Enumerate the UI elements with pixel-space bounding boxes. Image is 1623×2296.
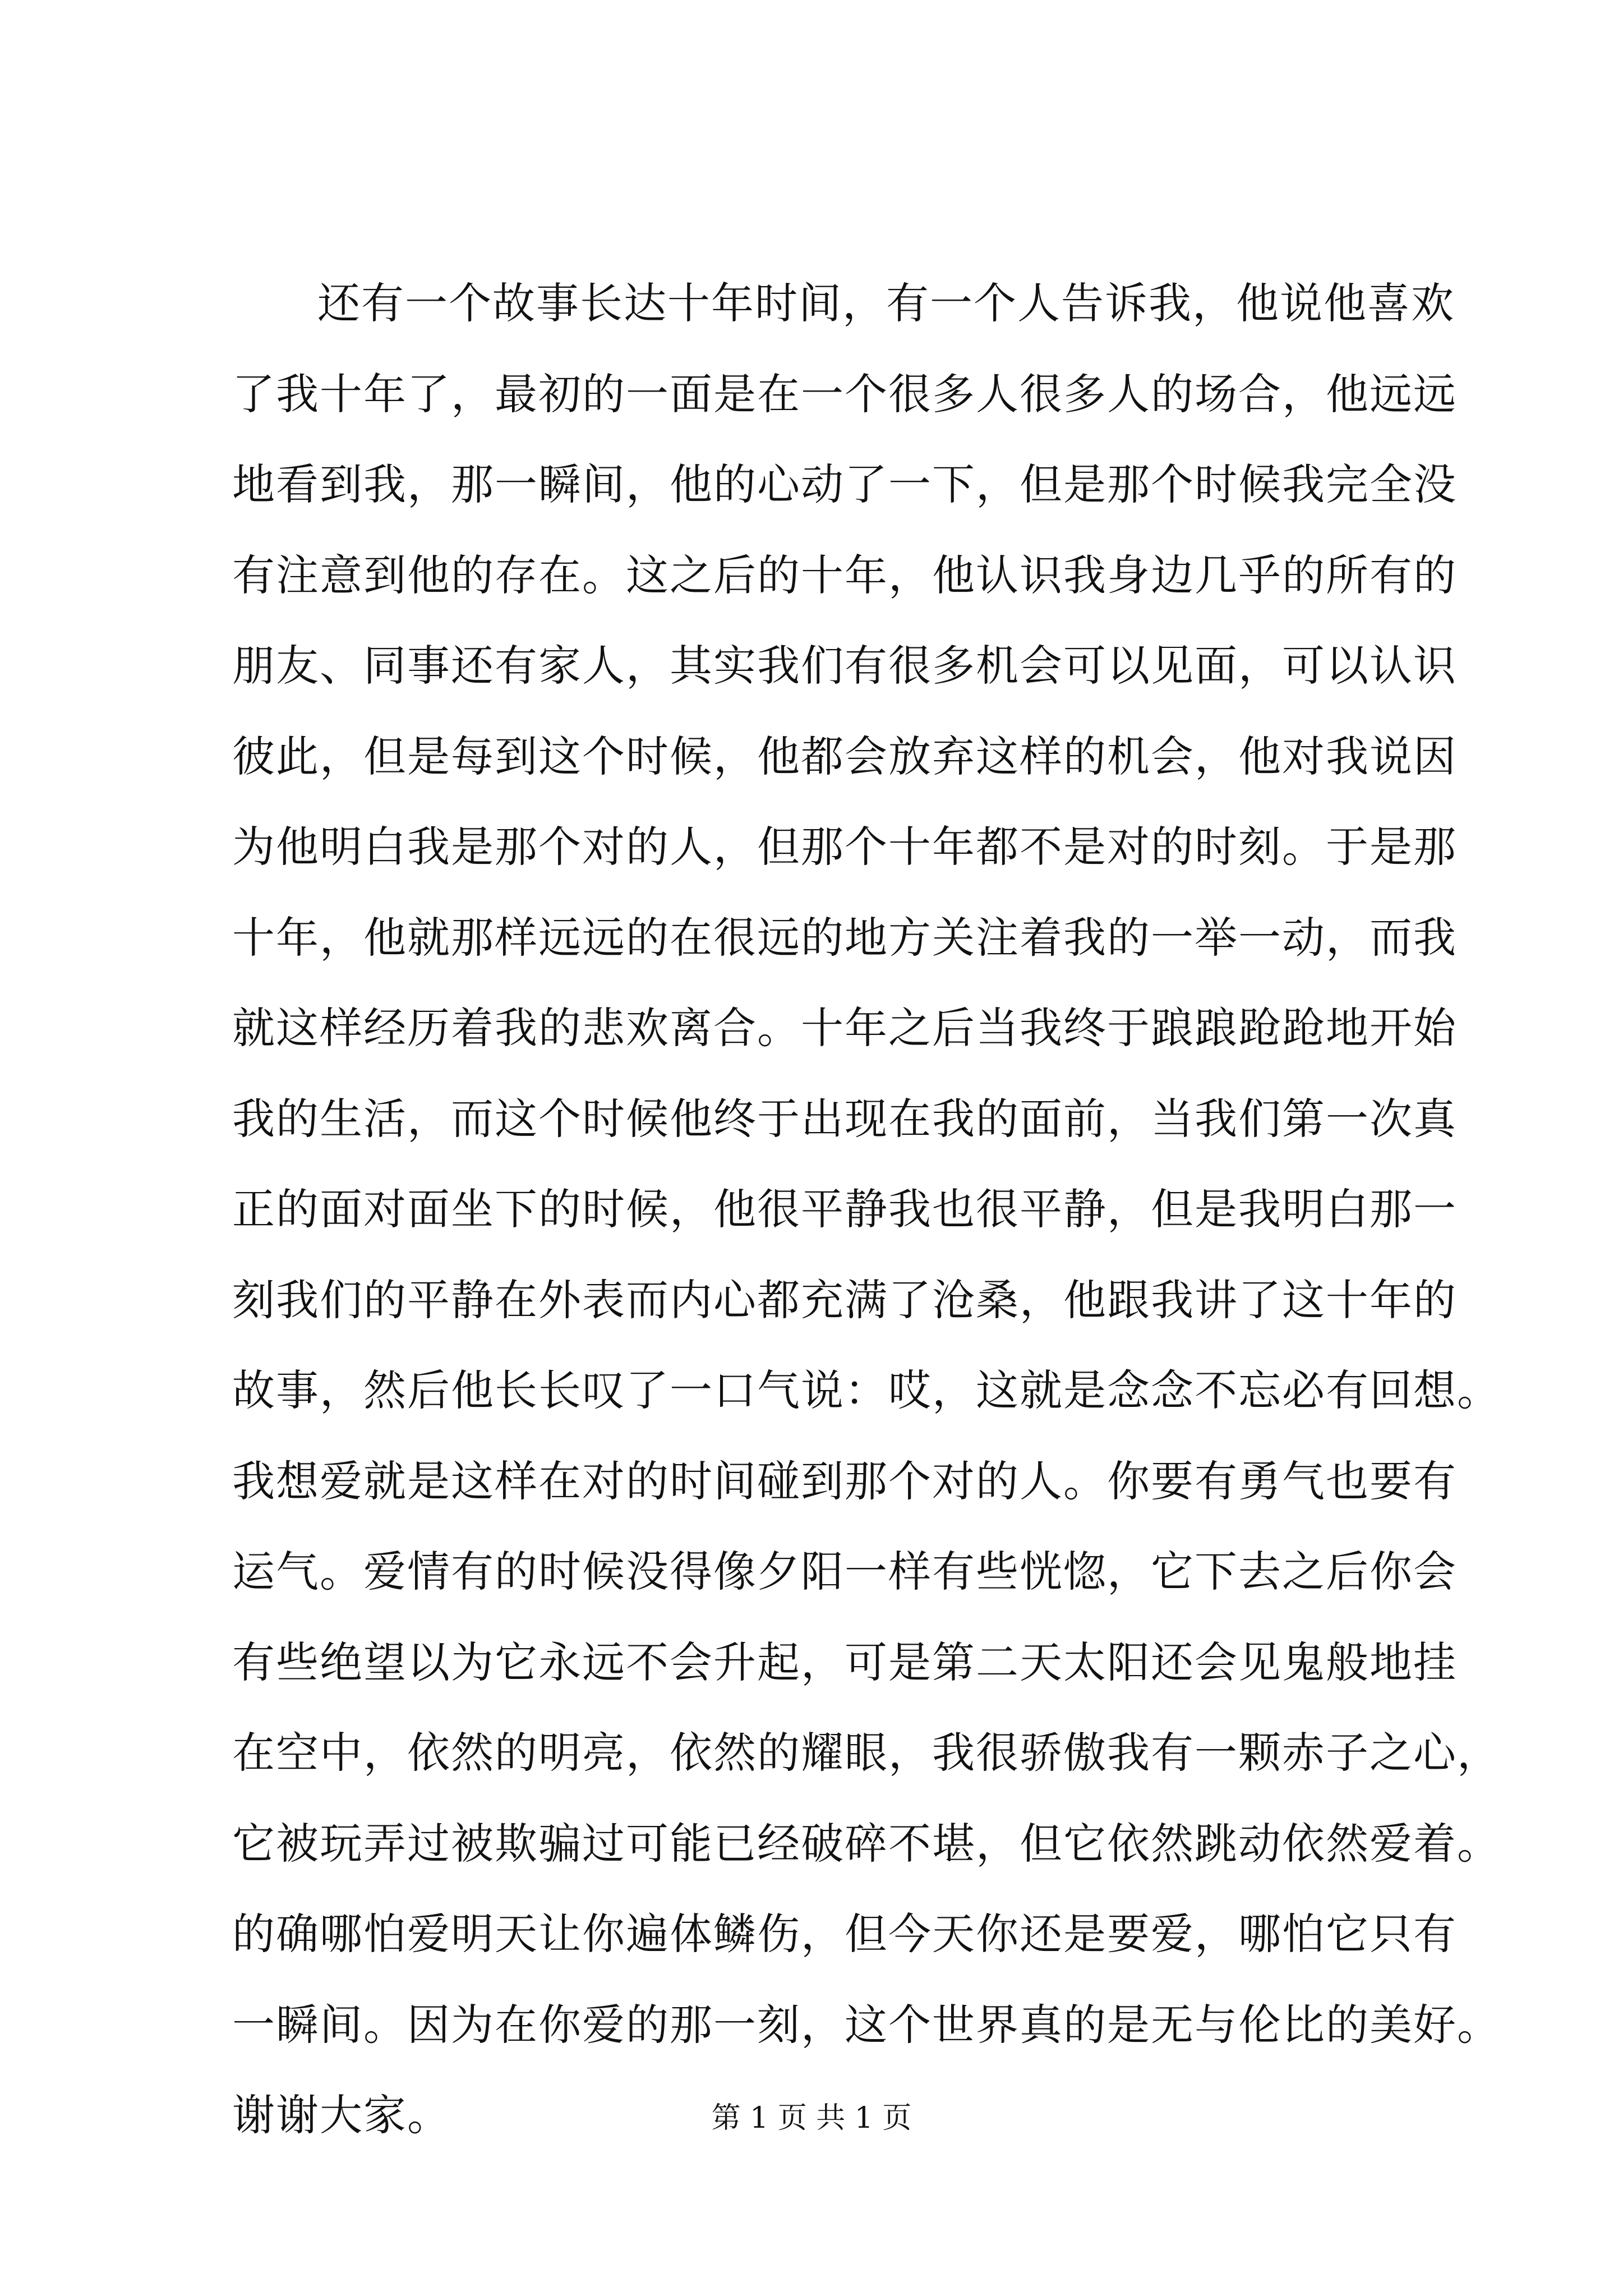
text-line: 了我十年了，最初的一面是在一个很多人很多人的场合，他远远 <box>232 369 1457 419</box>
text-line: 彼此，但是每到这个时候，他都会放弃这样的机会，他对我说因 <box>232 731 1457 781</box>
text-line: 刻我们的平静在外表而内心都充满了沧桑，他跟我讲了这十年的 <box>232 1274 1457 1325</box>
text-line: 故事，然后他长长叹了一口气说：哎，这就是念念不忘必有回想。 <box>232 1365 1501 1415</box>
text-line: 正的面对面坐下的时候，他很平静我也很平静，但是我明白那一 <box>232 1184 1457 1234</box>
text-line: 有注意到他的存在。这之后的十年，他认识我身边几乎的所有的 <box>232 550 1457 600</box>
text-line: 有些绝望以为它永远不会升起，可是第二天太阳还会见鬼般地挂 <box>232 1637 1457 1687</box>
text-line: 朋友、同事还有家人，其实我们有很多机会可以见面，可以认识 <box>232 641 1457 691</box>
text-line: 运气。爱情有的时候没得像夕阳一样有些恍惚，它下去之后你会 <box>232 1547 1457 1596</box>
text-line: 十年，他就那样远远的在很远的地方关注着我的一举一动，而我 <box>232 912 1457 963</box>
text-line: 还有一个故事长达十年时间，有一个人告诉我，他说他喜欢 <box>317 278 1455 328</box>
text-line: 地看到我，那一瞬间，他的心动了一下，但是那个时候我完全没 <box>232 459 1457 509</box>
page-number-footer: 第 1 页 共 1 页 <box>711 2101 912 2135</box>
text-line: 的确哪怕爱明天让你遍体鳞伤，但今天你还是要爱，哪怕它只有 <box>232 1909 1457 1959</box>
text-line: 谢谢大家。 <box>232 2090 451 2140</box>
document-body <box>232 258 1501 2161</box>
text-line: 我的生活，而这个时候他终于出现在我的面前，当我们第一次真 <box>232 1093 1457 1144</box>
text-line: 我想爱就是这样在对的时间碰到那个对的人。你要有勇气也要有 <box>232 1456 1457 1506</box>
text-line: 一瞬间。因为在你爱的那一刻，这个世界真的是无与伦比的美好。 <box>232 1999 1501 2050</box>
text-line: 为他明白我是那个对的人，但那个十年都不是对的时刻。于是那 <box>232 822 1457 872</box>
text-line: 就这样经历着我的悲欢离合。十年之后当我终于踉踉跄跄地开始 <box>232 1003 1457 1053</box>
text-line: 在空中，依然的明亮，依然的耀眼，我很骄傲我有一颗赤子之心， <box>232 1728 1501 1778</box>
text-line: 它被玩弄过被欺骗过可能已经破碎不堪，但它依然跳动依然爱着。 <box>232 1818 1501 1869</box>
